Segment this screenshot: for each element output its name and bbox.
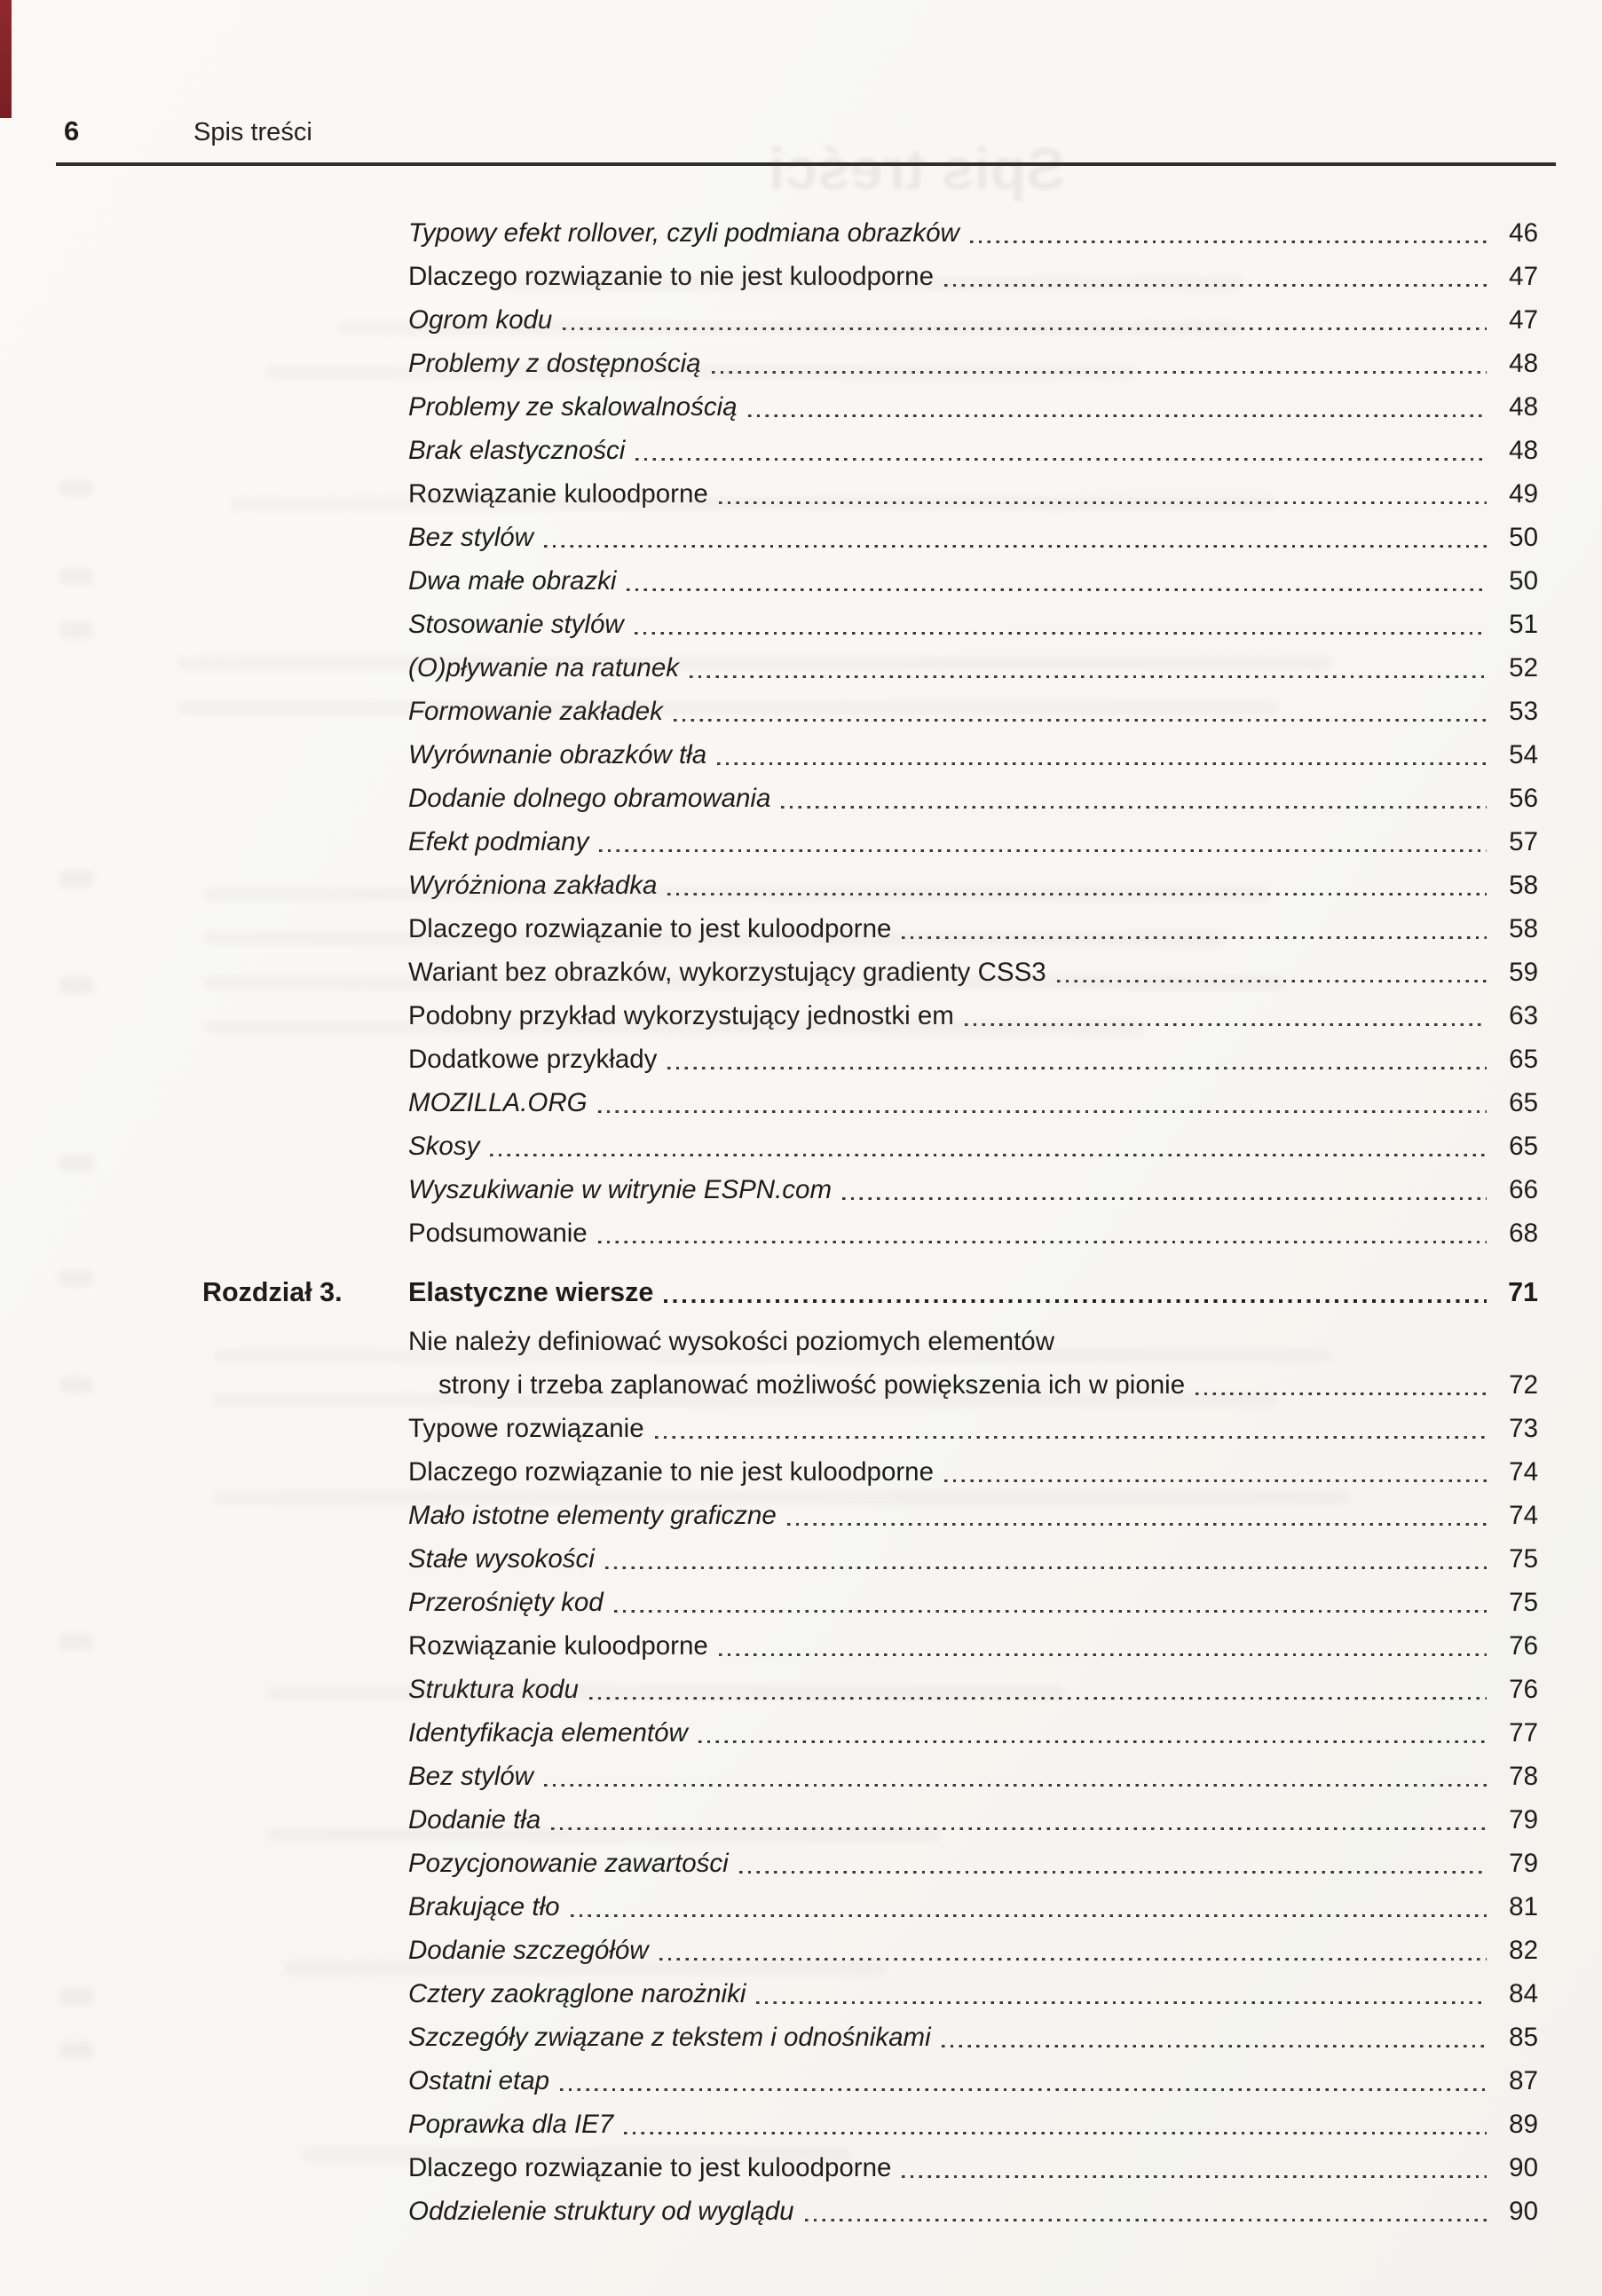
dot-leader (891, 907, 1492, 951)
page-number: 76 (1509, 1631, 1538, 1661)
page-number: 50 (1509, 523, 1538, 552)
toc-row (202, 2059, 1538, 2103)
entry-label: Problemy z dostępnością (408, 349, 701, 378)
dot-leader (541, 1798, 1492, 1842)
prefix-spacer (202, 1972, 408, 2016)
entry-label: Ostatni etap (408, 2066, 550, 2095)
ghost-number-blob (59, 621, 94, 639)
page-number: 48 (1509, 392, 1538, 422)
page-number: 68 (1509, 1219, 1538, 1248)
toc-row (202, 777, 1538, 820)
dot-leader (552, 298, 1492, 342)
entry-label: Struktura kodu (408, 1675, 579, 1704)
ghost-number-blob (59, 1988, 94, 2006)
ghost-number-blob (59, 1376, 94, 1393)
entry-label: Przerośnięty kod (408, 1588, 604, 1617)
dot-leader (706, 733, 1492, 777)
dot-leader (579, 1668, 1492, 1711)
dot-leader (624, 603, 1492, 646)
ghost-number-blob (59, 2041, 94, 2059)
page-number: 87 (1509, 2066, 1538, 2095)
page-number: 84 (1509, 1979, 1538, 2008)
page-number: 90 (1509, 2153, 1538, 2182)
page-number: 65 (1509, 1132, 1538, 1161)
toc-row (202, 298, 1538, 342)
toc-row (202, 2016, 1538, 2059)
dot-leader (891, 2146, 1492, 2189)
toc-row (202, 1842, 1538, 1885)
prefix-spacer (202, 603, 408, 646)
prefix-spacer (202, 1711, 408, 1755)
prefix-spacer (202, 1755, 408, 1798)
page-number: 58 (1509, 871, 1538, 900)
page-number: 48 (1509, 436, 1538, 465)
prefix-spacer (202, 429, 408, 472)
prefix-spacer (202, 255, 408, 298)
page-number: 54 (1509, 740, 1538, 769)
entry-label: Wariant bez obrazków, wykorzystujący gradienty CSS3 (408, 958, 1046, 987)
ghost-number-blob (59, 870, 94, 888)
page-number: 89 (1509, 2110, 1538, 2139)
dot-leader (1185, 1363, 1492, 1407)
prefix-spacer (202, 1211, 408, 1255)
dot-leader (679, 646, 1492, 690)
page-number: 90 (1509, 2197, 1538, 2226)
page-number: 59 (1509, 958, 1538, 987)
entry-label: Wyszukiwanie w witrynie ESPN.com (408, 1175, 833, 1204)
page-number: 79 (1509, 1805, 1538, 1834)
dot-leader (549, 2059, 1492, 2103)
ghost-number-blob (59, 479, 94, 497)
chapter-title: Elastyczne wiersze (408, 1277, 654, 1307)
page-number: 58 (1509, 914, 1538, 943)
prefix-spacer (202, 1081, 408, 1124)
toc-row (202, 907, 1538, 951)
entry-label: Pozycjonowanie zawartości (408, 1849, 729, 1878)
entry-label: Ogrom kodu (408, 305, 553, 335)
page-number: 66 (1509, 1175, 1538, 1204)
dot-leader (644, 1407, 1492, 1450)
prefix-spacer (202, 342, 408, 385)
page-number: 74 (1509, 1457, 1538, 1487)
prefix-spacer (202, 1885, 408, 1929)
entry-label: Typowe rozwiązanie (408, 1414, 644, 1443)
dot-leader (729, 1842, 1492, 1885)
prefix-spacer (202, 994, 408, 1038)
ghost-number-blob (59, 1269, 94, 1287)
entry-label: Podobny przykład wykorzystujący jednostki em (408, 1001, 954, 1030)
toc-row (202, 864, 1538, 907)
toc-row (202, 603, 1538, 646)
toc-row (202, 1885, 1538, 1929)
dot-leader (777, 1494, 1492, 1537)
dot-leader (595, 1537, 1492, 1581)
page-number: 63 (1509, 1001, 1538, 1030)
prefix-spacer (202, 1798, 408, 1842)
dot-leader (613, 2103, 1492, 2146)
toc-row (202, 1494, 1538, 1537)
entry-label: Brak elastyczności (408, 436, 626, 465)
toc-row (202, 2146, 1538, 2189)
toc-row (202, 1407, 1538, 1450)
dot-leader (657, 1038, 1492, 1081)
toc-row (202, 1168, 1538, 1211)
page-number: 74 (1509, 1501, 1538, 1530)
entry-label: Dodanie dolnego obramowania (408, 784, 771, 813)
ghost-number-blob (59, 976, 94, 994)
prefix-spacer (202, 2103, 408, 2146)
prefix-spacer (202, 1581, 408, 1624)
prefix-spacer (202, 298, 408, 342)
page-number: 73 (1509, 1414, 1538, 1443)
dot-leader (708, 1624, 1492, 1668)
entry-label: Bez stylów (408, 1762, 533, 1791)
entry-label: Efekt podmiany (408, 827, 589, 856)
toc-row (202, 2103, 1538, 2146)
dot-leader (588, 1211, 1492, 1255)
prefix-spacer (202, 2146, 408, 2189)
dot-leader (770, 777, 1492, 820)
toc-row (202, 342, 1538, 385)
scan-red-edge-artifact (0, 0, 12, 118)
prefix-spacer (202, 733, 408, 777)
toc-row (202, 516, 1538, 559)
entry-label: Szczegóły związane z tekstem i odnośnikami (408, 2023, 931, 2052)
page-number: 46 (1509, 218, 1538, 248)
dot-leader (604, 1581, 1492, 1624)
dot-leader (616, 559, 1492, 603)
dot-leader (931, 2016, 1492, 2059)
ghost-number-blob (59, 1633, 94, 1651)
toc-row (202, 1624, 1538, 1668)
toc-row (202, 690, 1538, 733)
prefix-spacer (202, 1124, 408, 1168)
page-number: 50 (1509, 566, 1538, 596)
toc-row (202, 1081, 1538, 1124)
entry-label: Dwa małe obrazki (408, 566, 617, 596)
dot-leader (560, 1885, 1492, 1929)
dot-leader (738, 385, 1492, 429)
prefix-spacer (202, 2016, 408, 2059)
prefix-spacer (202, 385, 408, 429)
entry-label: Bez stylów (408, 523, 533, 552)
page-number: 51 (1509, 610, 1538, 639)
dot-leader (954, 994, 1492, 1038)
entry-label-continued: strony i trzeba zaplanować możliwość powiększenia ich w pionie (438, 1370, 1186, 1400)
entry-label: Cztery zaokrąglone narożniki (408, 1979, 746, 2008)
prefix-spacer (202, 646, 408, 690)
prefix-spacer (202, 907, 408, 951)
toc-row (202, 1320, 1538, 1363)
ghost-number-blob (59, 568, 94, 586)
toc-row (202, 1755, 1538, 1798)
page-number: 49 (1509, 479, 1538, 509)
running-header-title: Spis treści (193, 118, 312, 146)
entry-label: Dlaczego rozwiązanie to nie jest kuloodporne (408, 1457, 934, 1487)
toc-row (202, 1798, 1538, 1842)
entry-label: Wyrównanie obrazków tła (408, 740, 707, 769)
entry-label: Oddzielenie struktury od wyglądu (408, 2197, 794, 2226)
page-number: 78 (1509, 1762, 1538, 1791)
prefix-spacer (202, 211, 408, 255)
entry-label: Nie należy definiować wysokości poziomych elementów (408, 1327, 1054, 1356)
entry-label: MOZILLA.ORG (408, 1088, 588, 1117)
dot-leader (1046, 951, 1492, 994)
toc-row (202, 2189, 1538, 2233)
dot-leader (794, 2189, 1492, 2233)
dot-leader (649, 1929, 1492, 1972)
entry-label: Rozwiązanie kuloodporne (408, 479, 708, 509)
toc-row (202, 1211, 1538, 1255)
dot-leader (533, 516, 1492, 559)
page-number: 79 (1509, 1849, 1538, 1878)
entry-label: Problemy ze skalowalnością (408, 392, 738, 422)
prefix-spacer (202, 1038, 408, 1081)
toc-row (202, 1124, 1538, 1168)
dot-leader (653, 1271, 1492, 1314)
entry-label: Identyfikacja elementów (408, 1718, 688, 1748)
prefix-spacer (202, 820, 408, 864)
toc-row (202, 1450, 1538, 1494)
prefix-spacer (202, 1624, 408, 1668)
page-number: 57 (1509, 827, 1538, 856)
page-number: 76 (1509, 1675, 1538, 1704)
prefix-spacer (202, 1450, 408, 1494)
page-number: 75 (1509, 1544, 1538, 1574)
entry-label: Rozwiązanie kuloodporne (408, 1631, 708, 1661)
entry-label: Dlaczego rozwiązanie to jest kuloodporne (408, 2153, 892, 2182)
toc-row (202, 1038, 1538, 1081)
dot-leader (588, 1081, 1492, 1124)
page-number: 56 (1509, 784, 1538, 813)
page-number: 52 (1509, 653, 1538, 682)
toc-row (202, 1972, 1538, 2016)
toc-row (202, 1363, 1538, 1407)
prefix-spacer (202, 1363, 408, 1407)
toc-row (202, 255, 1538, 298)
dot-leader (832, 1168, 1492, 1211)
page-number: 47 (1509, 305, 1538, 335)
page-number: 72 (1509, 1370, 1538, 1400)
page-number-header: 6 (64, 115, 80, 146)
toc-row (202, 994, 1538, 1038)
prefix-spacer (202, 1168, 408, 1211)
entry-label: Formowanie zakładek (408, 697, 663, 726)
prefix-spacer (202, 1407, 408, 1450)
prefix-spacer (202, 690, 408, 733)
entry-label: Brakujące tło (408, 1892, 560, 1921)
header-rule (56, 162, 1556, 166)
toc-row (202, 1581, 1538, 1624)
toc-row (202, 951, 1538, 994)
entry-label: Poprawka dla IE7 (408, 2110, 614, 2139)
prefix-spacer (202, 559, 408, 603)
entry-label: Mało istotne elementy graficzne (408, 1501, 777, 1530)
page-number: 85 (1509, 2023, 1538, 2052)
ghost-mirrored-title: Spis treści (769, 136, 1065, 201)
page-number: 48 (1509, 349, 1538, 378)
prefix-spacer (202, 472, 408, 516)
prefix-spacer (202, 1842, 408, 1885)
toc-list (202, 211, 1538, 2233)
entry-label: Dlaczego rozwiązanie to nie jest kuloodporne (408, 262, 934, 291)
dot-leader (663, 690, 1492, 733)
ghost-number-blob (59, 1154, 94, 1172)
prefix-spacer (202, 777, 408, 820)
entry-label: Typowy efekt rollover, czyli podmiana obrazków (408, 218, 959, 248)
toc-row (202, 1929, 1538, 1972)
entry-label: Wyróżniona zakładka (408, 871, 658, 900)
dot-leader (959, 211, 1492, 255)
toc-row (202, 1271, 1538, 1314)
prefix-spacer (202, 1929, 408, 1972)
page-number: 81 (1509, 1892, 1538, 1921)
page-number: 75 (1509, 1588, 1538, 1617)
prefix-spacer (202, 1668, 408, 1711)
dot-leader (708, 472, 1492, 516)
entry-label: Dodanie tła (408, 1805, 541, 1834)
toc-row (202, 472, 1538, 516)
page-number: 82 (1509, 1936, 1538, 1965)
dot-leader (701, 342, 1492, 385)
prefix-spacer (202, 1320, 408, 1363)
page-number: 47 (1509, 262, 1538, 291)
toc-row (202, 559, 1538, 603)
dot-leader (934, 1450, 1492, 1494)
entry-label: Dodanie szczegółów (408, 1936, 649, 1965)
entry-label: Dlaczego rozwiązanie to jest kuloodporne (408, 914, 892, 943)
page-number: 53 (1509, 697, 1538, 726)
entry-label: (O)pływanie na ratunek (408, 653, 679, 682)
dot-leader (746, 1972, 1492, 2016)
toc-row (202, 211, 1538, 255)
entry-label: Stosowanie stylów (408, 610, 624, 639)
toc-row (202, 385, 1538, 429)
entry-label: Skosy (408, 1132, 480, 1161)
dot-leader (657, 864, 1492, 907)
chapter-prefix: Rozdział 3. (202, 1277, 343, 1307)
toc-row (202, 1711, 1538, 1755)
dot-leader (533, 1755, 1492, 1798)
page-number: 77 (1509, 1718, 1538, 1748)
dot-leader (625, 429, 1492, 472)
page-number: 65 (1509, 1045, 1538, 1074)
entry-label: Stałe wysokości (408, 1544, 595, 1574)
dot-leader (934, 255, 1492, 298)
prefix-spacer (202, 2059, 408, 2103)
prefix-spacer (202, 2189, 408, 2233)
toc-row (202, 733, 1538, 777)
page-number: 65 (1509, 1088, 1538, 1117)
toc-row (202, 1537, 1538, 1581)
prefix-spacer (202, 1494, 408, 1537)
entry-label: Dodatkowe przykłady (408, 1045, 658, 1074)
prefix-spacer (202, 951, 408, 994)
prefix-spacer (202, 864, 408, 907)
toc-row (202, 1668, 1538, 1711)
entry-label: Podsumowanie (408, 1219, 588, 1248)
page-number: 71 (1508, 1277, 1538, 1307)
dot-leader (479, 1124, 1492, 1168)
dot-leader (588, 820, 1492, 864)
toc-row (202, 820, 1538, 864)
prefix-spacer (202, 516, 408, 559)
toc-row (202, 429, 1538, 472)
toc-row (202, 646, 1538, 690)
prefix-spacer (202, 1537, 408, 1581)
dot-leader (688, 1711, 1492, 1755)
